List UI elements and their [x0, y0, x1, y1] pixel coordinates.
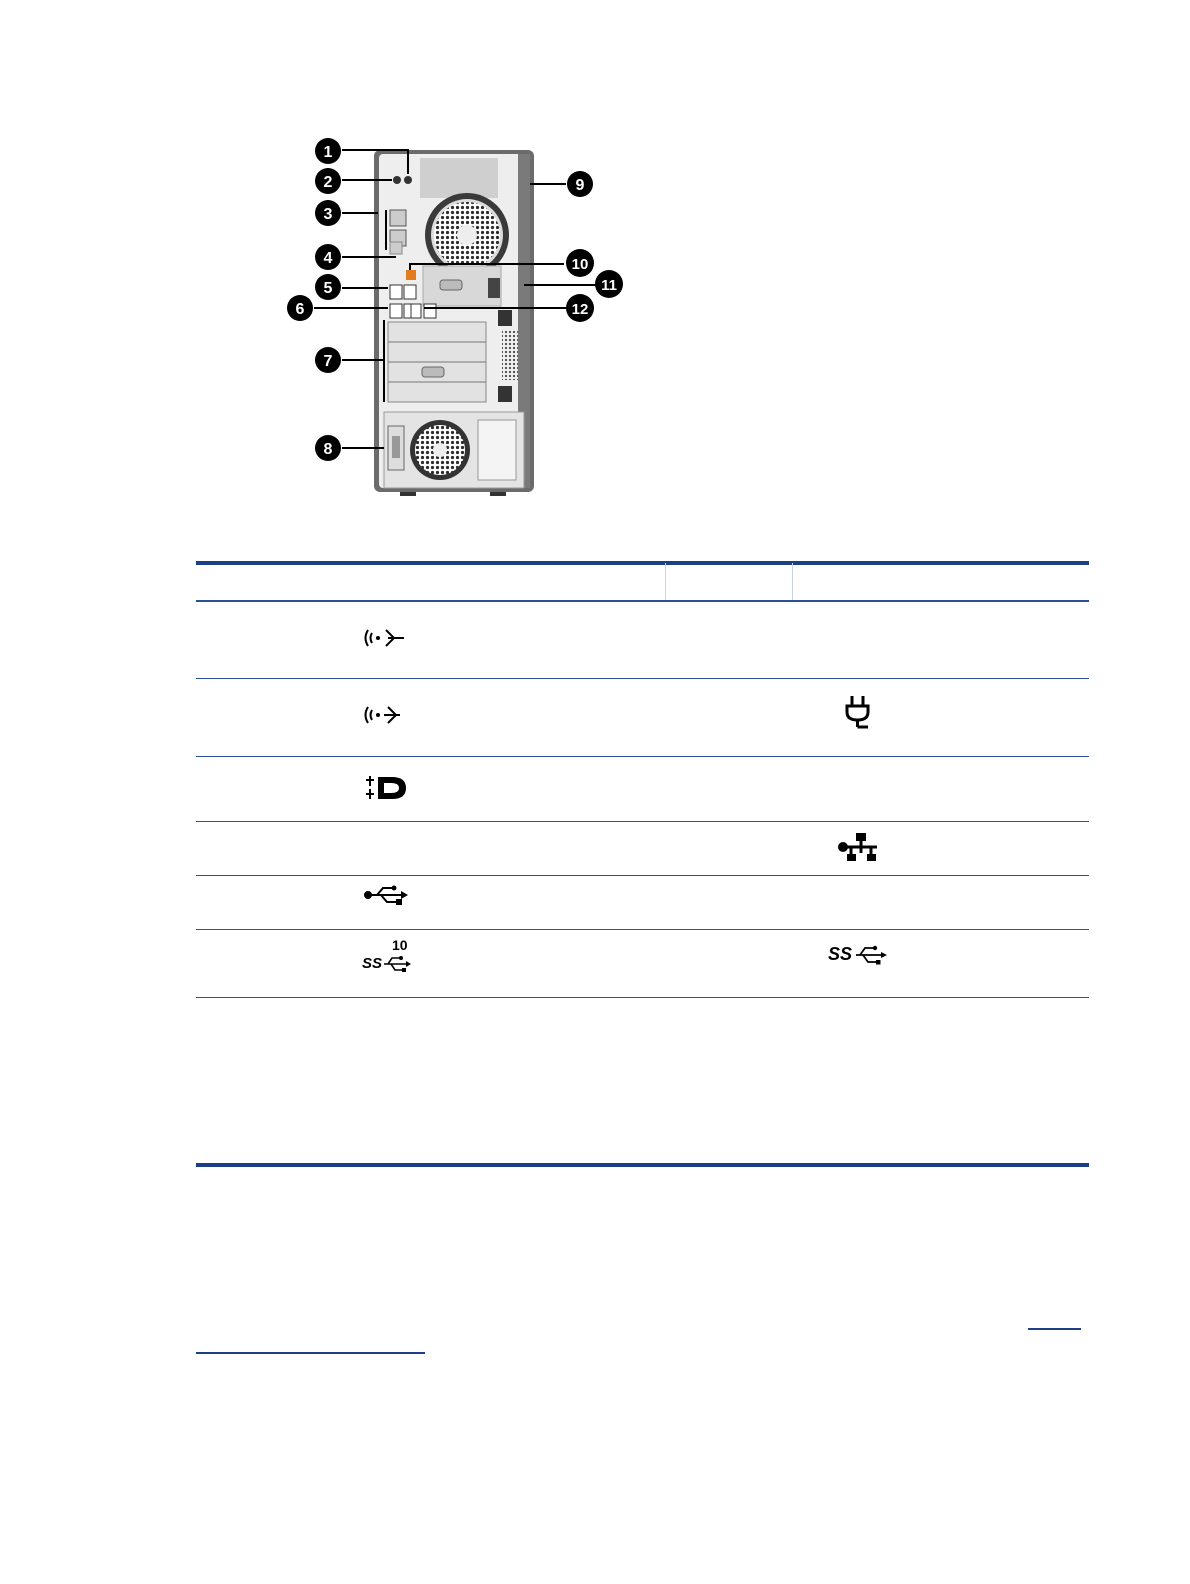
speed-label: 10	[392, 937, 408, 953]
svg-text:6: 6	[295, 301, 305, 318]
callout-11	[595, 270, 623, 298]
callout-7	[315, 347, 341, 373]
callout-4	[315, 244, 341, 270]
svg-text:5: 5	[323, 280, 333, 297]
callout-12	[566, 294, 594, 322]
network-rj45-icon	[837, 833, 881, 861]
callout-8	[315, 435, 341, 461]
row-divider	[196, 929, 1089, 930]
table-bottom-rule	[196, 1163, 1089, 1167]
svg-text:3: 3	[323, 206, 333, 223]
callout-10	[566, 249, 594, 277]
power-plug-icon	[844, 694, 872, 730]
callout-9	[567, 171, 593, 197]
table-header-rule	[196, 600, 1089, 602]
header-separator	[792, 563, 793, 601]
row-divider	[196, 678, 1089, 679]
svg-text:9: 9	[575, 177, 585, 194]
header-separator	[665, 563, 666, 601]
superspeed-label: SS	[828, 944, 853, 964]
svg-text:4: 4	[323, 250, 333, 267]
row-divider	[196, 875, 1089, 876]
svg-text:7: 7	[323, 353, 333, 370]
link-underline[interactable]	[196, 1352, 425, 1354]
link-underline[interactable]	[1028, 1328, 1081, 1330]
displayport-icon	[364, 775, 410, 801]
callout-6	[287, 295, 313, 321]
usb-icon	[363, 884, 409, 910]
svg-text:12: 12	[571, 301, 589, 318]
svg-text:2: 2	[323, 174, 333, 191]
audio-line-out-icon	[362, 703, 406, 727]
row-divider	[196, 756, 1089, 757]
usb-trident-icon	[382, 954, 412, 974]
svg-text:11: 11	[601, 277, 617, 294]
svg-text:10: 10	[571, 256, 589, 273]
callout-5	[315, 274, 341, 300]
table-top-rule	[196, 561, 1089, 565]
usb-superspeed-icon	[828, 944, 890, 966]
usb-trident-icon	[854, 944, 888, 966]
callout-3	[315, 200, 341, 226]
audio-line-in-icon	[362, 626, 406, 650]
superspeed-label: SS	[362, 955, 383, 972]
row-divider	[196, 821, 1089, 822]
svg-text:1: 1	[323, 144, 333, 161]
callout-2	[315, 168, 341, 194]
callout-layer	[280, 130, 630, 510]
usb-superspeed-10gbps-icon	[360, 938, 416, 978]
callout-1	[315, 138, 341, 164]
svg-text:8: 8	[323, 441, 333, 458]
row-divider	[196, 997, 1089, 998]
